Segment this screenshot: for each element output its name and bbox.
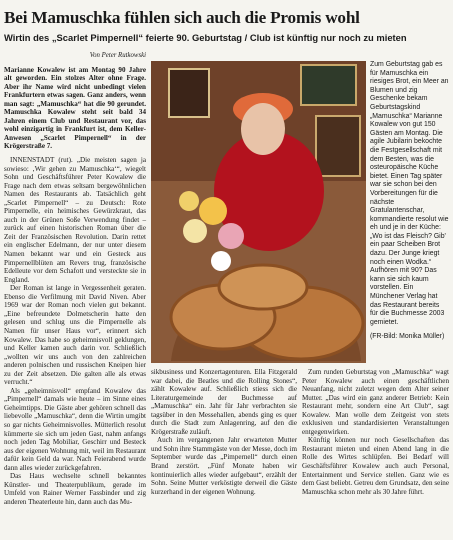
headline: Bei Mamuschka fühlen sich auch die Promis wohl [4,8,360,27]
photo-credit: (FR-Bild: Monika Müller) [370,333,445,341]
body-paragraph: Zum runden Geburtstag von „Mamuschka“ wagt Peter Kowalew auch einen geschäftlichen Neuanfang, nicht zuletzt wegen dem Alter seiner Mutter. „Das wird ein ganz anderer Betrieb: Kein Restaurant mehr, sondern eine Art Club“, sagt Kowalew. Man wolle dem Zeitgeist von stets exklusiven und standardisierten Veranstaltungen entgegenwirken. [302,368,449,436]
body-paragraph: INNENSTADT (rut). „Die meisten sagen ja sowieso: ‚Wir gehen zu Mamuschka‘“, wiegelt Sohn und Geschäftsführer Peter Kowalew die Frage nach dem etwas seltsam bergewöhnlichen Namen des Restaurants ab. Tatsächlich geht „Scarlet Pimpernell“ – zu Deutsch: Rote Pimpernelle, ein heimisches Gewürzkraut, das auch in der Grünen Soße Verwendung findet – zurück auf einen historischen Roman über die Zeit der Französischen Revolution. Darin rettet ein englischer Edelmann, der nur unter diesem Namen bekannt war und ein Gesteck aus Pimpernellblüten am Revers trug, französische Edelleute vor dem Schafott und versteckte sie in England. [4,156,146,284]
body-paragraph: Künftig können nur noch Gesellschaften das Restaurant mieten und einen Abend lang in die Rolle des Wirtes schlüpfen. Bei Bedarf will Geschäftsführer Kowalew auch auch Personal, Entertainment und Service stellen. Ganz wie es dem Gast beliebt. Getreu dem Grundsatz, den seine Mamuschka schon mehr als 30 Jahre führt. [302,436,449,496]
lead-paragraph [4,66,146,151]
birthday-photo [151,61,366,363]
body-paragraph: sikbusiness und Konzertagenturen. Ella Fitzgerald war dabei, die Beatles und die Rolling Stones“, zählt Kowalew auf. Schließlich stiess sich die Literaturgemeinde der Buchmesse auf „Mamuschka“ ein. Jahr für Jahr verbrachten sie tagsüber in den Messehallen, abends ging es quer durch die Stadt zum Anlagenring, auf den die Krögerstraße zuläuft. [151,368,297,436]
byline: Von Peter Rutkowski [89,52,146,59]
lead-text: Marianne Kowalew ist am Montag 90 Jahre alt geworden. Ein stolzes Alter ohne Frage. Aber ihr Name wird nicht unbedingt vielen Frankfurtern etwas sagen. Ganz anders, wenn man sagt: „Mamuschka“ hat die 90 gerundet. Mamuschka Kowalew steht seit bald 34 Jahren einem Club und Restaurant vor, das wohl einzigartig in Frankfurt ist, dem Keller-Anwesen „Scarlet Pimpernell“ in der Krögerstraße 7. [4,65,146,151]
subheadline: Wirtin des „Scarlet Pimpernell“ feierte 90. Geburtstag / Club ist künftig nur noch zu mieten [4,32,407,43]
body-paragraph: Auch im vergangenen Jahr erwarteten Mutter und Sohn ihre Stammgäste von der Messe, doch im September wurde das „Pimpernell“ durch einen Brand zerstört. „Fünf Monate haben wir kontinuierlich alles wieder aufgebaut“, erzählt der Sohn. Seine Mutter verköstigte derweil die Gäste kurzerhand in der eigenen Wohnung. [151,436,297,496]
photo-illustration [151,61,366,363]
column-left [4,52,146,506]
photo-caption [370,61,449,342]
column-middle [151,368,297,496]
caption-text: Zum Geburtstag gab es für Mamuschka ein riesiges Brot, ein Meer an Blumen und zig Geschenke bekam Geburtstagskind „Mamuschka“ Marianne Kowalew von gut 150 Gästen am Montag. Die agile Jubilarin bekochte die Festgesellschaft mit dem Besten, was die osteuropäische Küche bietet. Einen Tag später war sie schon bei den Vorbereitungen für die nächste Gratulantenschar, kommandierte resolut wie eh und je in der Küche: „Wo ist das Fleisch? Gib' ein paar Scheiben Brot dazu. Der Junge kriegt noch einen Wodka.“ Aufhören mit 90? Das kann sie sich kaum vorstellen. Ein Münchener Verlag hat das Restaurant bereits für die Buchmesse 2003 gemietet. [370,61,449,326]
body-paragraph: Als „geheimnisvoll“ empfand Kowalew das „Pimpernell“ damals wie heute – im Sinne eines Geheimtipps. Die Gäste aber gehören schnell das liebevolle „Mamuschka“, denn die Wirtin umgibt so gar nichts Geheimnisvolles. Mütterlich resolut kümmerte sie sich um jeden Gast, nahm anfangs noch jeden Tag Mobiliar, Geschirr und Besteck aus der eigenen Wohnung mit, weil im Restaurant dafür kein Geld da war. Nach Feierabend wurde dann alles wieder zurückgefahren. [4,386,146,472]
body-paragraph: Das Haus wechselte schnell bekanntes Künstler- und Theaterpublikum, gerade im Umfeld von Rainer Werner Fassbinder und zig anderen Theaterleute hin, dann auch das Mu- [4,472,146,506]
body-paragraph: Der Roman ist lange in Vergessenheit geraten. Ebenso die Verfilmung mit David Niven. Aber 1969 war der Roman noch vielen gut bekannt. „Eine befreundete Dolmetscherin hatte den gelesen und schlug uns die Pimpernelle als Namen für unser Haus vor“, erinnert sich Kowalew. Das habe so geheimnisvoll geklungen, und Keller kamen auch darin vor. Schließlich „wollten wir uns auch von den zahlreichen anderen polnischen und russischen Kneipen hier zu der Zeit absetzen. Die galten alle als etwas verrucht.“ [4,284,146,387]
column-right [302,368,449,496]
